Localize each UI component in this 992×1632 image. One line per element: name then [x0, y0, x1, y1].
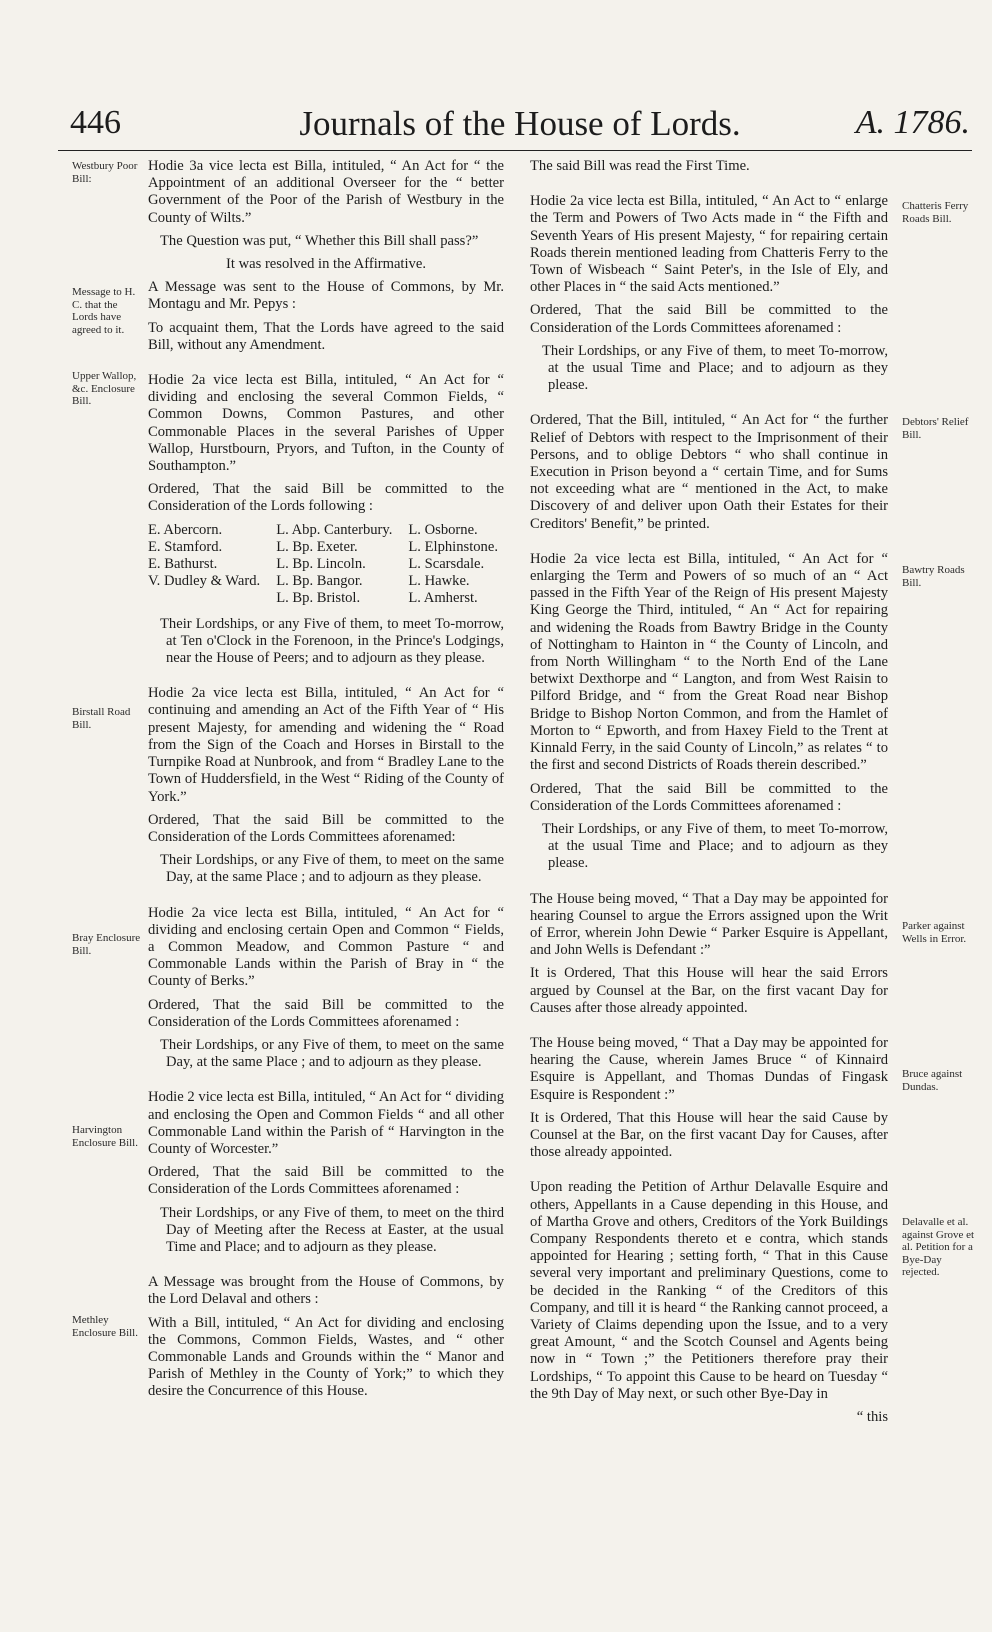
paragraph: Ordered, That the Bill, intituled, “ An Act for “ the further Relief of Debtors with respect to the Imprisonment of their Persons, and to oblige Debtors “ who shall continue in Execution in Prison beyond a “ certain Time, and for Sums not exceeding what are “ mentioned in the Act, to make Discovery of and deliver upon Oath their Estates for their Creditors' Benefit,” be printed. [530, 412, 888, 532]
paragraph: To acquaint them, That the Lords have agreed to the said Bill, without any Amendment. [148, 319, 504, 353]
paragraph: It is Ordered, That this House will hear the said Cause by Counsel at the Bar, on the first vacant Day for Causes, after those already appointed. [530, 1109, 888, 1161]
peer-name: E. Stamford. [148, 538, 223, 555]
margin-note: Bruce against Dundas. [902, 1068, 963, 1093]
peer-name: L. Amherst. [408, 590, 478, 607]
paragraph: Their Lordships, or any Five of them, to meet To-morrow, at the usual Time and Place; and to adjourn as they please. [542, 820, 888, 872]
margin-note: Message to H. C. that the Lords have agreed to it. [72, 286, 136, 336]
peer-name: L. Bp. Exeter. [276, 538, 358, 555]
margin-note: Harvington Enclosure Bill. [72, 1124, 138, 1149]
paragraph: Hodie 3a vice lecta est Billa, intituled, “ An Act for “ the Appointment of an additional Overseer for the “ better Government of the Poor of the Parish of Westbury in the County of Wilts.” [148, 158, 504, 226]
peers-column [148, 522, 260, 608]
paragraph: Hodie 2a vice lecta est Billa, intituled, “ An Act for “ enlarging the Term and Powers of so much of an “ Act passed in the Fifth Year of the Reign of His present Majesty King George the Third, intituled, “ An “ Act for repairing and widening the Roads from Bawtry Bridge in the County of Nottingham to Hainton in “ the County of Lincoln, and from North Willingham “ to the North End of the Lane betwixt Dexthorpe and “ Langton, and from West Raisin to Pilford Bridge, and “ from the Great Road near Bishop Bridge to Bishop Norton Common, and from the Hamlet of Morton to “ Epworth, and from Haxey Field to the Trent at Kinnald Ferry, in the said County of Lincoln,” as relates “ to the first and second Districts of Roads therein described.” [530, 550, 888, 774]
paragraph: Hodie 2 vice lecta est Billa, intituled, “ An Act for “ dividing and enclosing the Open and Common Fields “ and all other Commonable Land within the Parish of “ Harvington in the County of Worcester.” [148, 1089, 504, 1157]
paragraph: It is Ordered, That this House will hear the said Errors argued by Counsel at the Bar, on the first vacant Day for Causes after those already appointed. [530, 965, 888, 1016]
margin-note: Parker against Wells in Error. [902, 920, 967, 945]
peer-name: L. Abp. Canterbury. [276, 521, 393, 538]
peer-name: E. Bathurst. [148, 556, 218, 573]
paragraph: Their Lordships, or any Five of them, to meet on the third Day of Meeting after the Recess at Easter, at the usual Time and Place; and to adjourn as they please. [160, 1204, 504, 1255]
peer-name: L. Scarsdale. [408, 556, 485, 573]
paragraph: Their Lordships, or any Five of them, to meet on the same Day, at the same Place ; and to adjourn as they please. [160, 852, 504, 886]
paragraph: Their Lordships, or any Five of them, to meet To-morrow, at Ten o'Clock in the Forenoon, in the Prince's Lodgings, near the House of Peers; and to adjourn as they please. [160, 615, 504, 667]
paragraph: Their Lordships, or any Five of them, to meet To-morrow, at the usual Time and Place; and to adjourn as they please. [542, 342, 888, 394]
paragraph: The Question was put, “ Whether this Bill shall pass?” [160, 232, 479, 249]
paragraph: A Message was brought from the House of Commons, by the Lord Delaval and others : [148, 1274, 504, 1308]
peer-name: V. Dudley & Ward. [148, 573, 261, 590]
margin-note: Debtors' Relief Bill. [902, 416, 969, 441]
paragraph: The said Bill was read the First Time. [530, 158, 750, 174]
peer-name: L. Elphinstone. [408, 538, 498, 555]
paragraph: The House being moved, “ That a Day may be appointed for hearing the Cause, wherein James Bruce “ of Kinnaird Esquire is Appellant, and Thomas Dundas of Fingask Esquire is Respondent :” [530, 1034, 888, 1103]
margin-note: Methley Enclosure Bill. [72, 1314, 138, 1339]
paragraph: It was resolved in the Affirmative. [226, 256, 426, 273]
peer-name: L. Bp. Bangor. [276, 573, 363, 590]
margin-note: Bray Enclosure Bill. [72, 932, 141, 957]
header-rule [58, 150, 972, 151]
peer-name: L. Hawke. [408, 573, 470, 590]
peer-name: L. Bp. Lincoln. [276, 556, 366, 573]
peer-name: L. Bp. Bristol. [276, 590, 361, 607]
paragraph: Ordered, That the said Bill be committed to the Consideration of the Lords following : [148, 481, 504, 515]
left-column [148, 158, 504, 1407]
margin-note: Chatteris Ferry Roads Bill. [902, 200, 969, 225]
paragraph: Ordered, That the said Bill be committed to the Consideration of the Lords Committees aforenamed : [530, 780, 888, 814]
peers-column [408, 522, 498, 608]
peer-name: L. Osborne. [408, 521, 478, 538]
paragraph: Hodie 2a vice lecta est Billa, intituled, “ An Act to “ enlarge the Term and Powers of Two Acts made in “ the Fifth and Seventh Years of His present Majesty, “ for repairing certain Roads therein mentioned leading from Chatteris Ferry to the Town of Wisbeach “ Saint Peter's, in the Isle of Ely, and other Places in “ the said Acts mentioned.” [530, 193, 888, 296]
paragraph: Their Lordships, or any Five of them, to meet on the same Day, at the same Place ; and to adjourn as they please. [160, 1036, 504, 1071]
page-year: A. 1786. [855, 104, 970, 141]
paragraph: The House being moved, “ That a Day may be appointed for hearing Counsel to argue the Errors assigned upon the Writ of Error, wherein John Dewie “ Parker Esquire is Appellant, and John Wells is Defendant :” [530, 890, 888, 959]
page-header [70, 104, 970, 150]
margin-note: Bawtry Roads Bill. [902, 564, 965, 589]
paragraph: Ordered, That the said Bill be committed to the Consideration of the Lords Committees aforenamed : [530, 302, 888, 336]
page-number: 446 [70, 104, 121, 141]
paragraph: Ordered, That the said Bill be committed to the Consideration of the Lords Committees aforenamed: [148, 811, 504, 845]
paragraph: With a Bill, intituled, “ An Act for dividing and enclosing the Commons, Common Fields, Wastes, and “ other Commonable Lands and Grounds within the “ Manor and Parish of Methley in the County of York;” to which they desire the Concurrence of this House. [148, 1314, 504, 1400]
paragraph: Hodie 2a vice lecta est Billa, intituled, “ An Act for “ continuing and amending an Act of the Fifth Year of “ His present Majesty, for amending and widening the “ Road from the Sign of the Coach and Horses in Birstall to the Turnpike Road at Nunbrook, and from “ Bradley Lane to the Town of Huddersfield, in the West “ Riding of the County of York.” [148, 685, 504, 805]
paragraph: Hodie 2a vice lecta est Billa, intituled, “ An Act for “ dividing and enclosing the several Common Fields, “ Common Downs, Common Pastures, and other Commonable Places in the several Parishes of Upper Wallop, Hurstbourn, Pryors, and Tufton, in the County of Southampton.” [148, 372, 504, 475]
margin-note: Delavalle et al. against Grove et al. Petition for a Bye-Day rejected. [902, 1216, 975, 1278]
catchword: “ this [856, 1409, 888, 1425]
right-column [530, 158, 888, 1432]
margin-note: Birstall Road Bill. [72, 706, 131, 731]
paragraph: Upon reading the Petition of Arthur Delavalle Esquire and others, Appellants in a Cause depending in this House, and of Martha Grove and others, Creditors of the York Buildings Company Respondents thereto et e contra, which stands appointed for Hearing ; setting forth, “ That in this Cause several very important and preliminary Questions, come to be decided in the Ranking “ of the Creditors of this Company, and till it is heard “ the Ranking cannot proceed, a Variety of Claims depending upon the Issue, and to a very great Amount, “ and the Scotch Counsel and Agents being now in “ Town ;” the Petitioners therefore pray their Lordships, “ To appoint this Cause to be heard on Tuesday “ the 9th Day of May next, or such other Bye-Day in [530, 1179, 888, 1402]
margin-note: Westbury Poor Bill: [72, 160, 138, 185]
peers-list [148, 522, 504, 608]
margin-note: Upper Wallop, &c. Enclosure Bill. [72, 370, 137, 407]
paragraph: A Message was sent to the House of Commons, by Mr. Montagu and Mr. Pepys : [148, 279, 504, 313]
peers-column [276, 522, 392, 608]
peer-name: E. Abercorn. [148, 521, 223, 538]
paragraph: Hodie 2a vice lecta est Billa, intituled, “ An Act for “ dividing and enclosing certain Open and Common “ Fields, a Common Meadow, and Common Pasture “ and Commonable Lands within the Parish of Bray in “ the County of Berks.” [148, 904, 504, 990]
page-title: Journals of the House of Lords. [299, 104, 741, 143]
paragraph: Ordered, That the said Bill be committed to the Consideration of the Lords Committees aforenamed : [148, 996, 504, 1030]
paragraph: Ordered, That the said Bill be committed to the Consideration of the Lords Committees aforenamed : [148, 1164, 504, 1198]
